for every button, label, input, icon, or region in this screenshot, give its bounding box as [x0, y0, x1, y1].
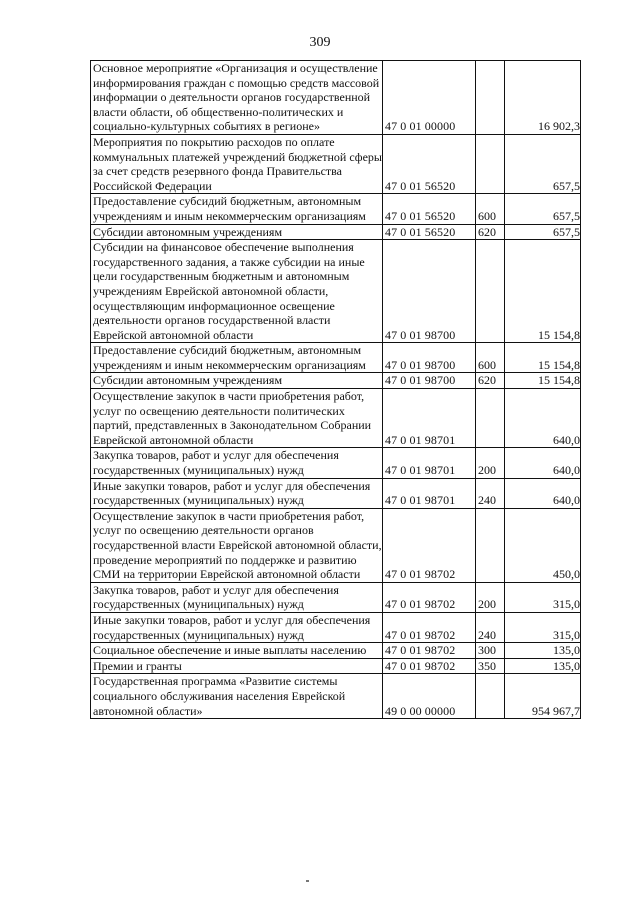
row-sum: 315,0: [505, 582, 581, 612]
table-row: [91, 674, 581, 719]
budget-table: [90, 60, 581, 719]
row-name: Предоставление субсидий бюджетным, автономным учреждениям и иным некоммерческим организациям: [91, 343, 383, 373]
row-expense-type: 300: [476, 643, 505, 659]
table-row: [91, 134, 581, 193]
row-sum: 954 967,7: [505, 674, 581, 719]
table-row: [91, 582, 581, 612]
row-code: 47 0 01 98702: [383, 582, 476, 612]
row-name: Государственная программа «Развитие системы социального обслуживания населения Еврейской автономной области»: [91, 674, 383, 719]
row-expense-type: [476, 240, 505, 343]
table-row: [91, 61, 581, 135]
row-expense-type: 620: [476, 373, 505, 389]
row-code: 47 0 01 98702: [383, 508, 476, 582]
row-sum: 657,5: [505, 224, 581, 240]
row-sum: 135,0: [505, 658, 581, 674]
row-code: 49 0 00 00000: [383, 674, 476, 719]
row-name: Социальное обеспечение и иные выплаты населению: [91, 643, 383, 659]
page-number: 309: [309, 35, 331, 50]
row-sum: 657,5: [505, 194, 581, 224]
row-expense-type: 240: [476, 478, 505, 508]
scan-speck: [306, 880, 309, 882]
row-name: Осуществление закупок в части приобретения работ, услуг по освещению деятельности органов государственной власти Еврейской автономной области, проведение мероприятий по поддержке и развитию СМИ на территории Еврейской автономной области: [91, 508, 383, 582]
row-code: 47 0 01 98701: [383, 448, 476, 478]
row-sum: 15 154,8: [505, 343, 581, 373]
table-row: [91, 658, 581, 674]
row-expense-type: [476, 508, 505, 582]
row-name: Субсидии автономным учреждениям: [91, 373, 383, 389]
row-code: 47 0 01 56520: [383, 134, 476, 193]
row-code: 47 0 01 98702: [383, 643, 476, 659]
row-name: Премии и гранты: [91, 658, 383, 674]
row-expense-type: [476, 674, 505, 719]
row-expense-type: 620: [476, 224, 505, 240]
row-expense-type: 200: [476, 448, 505, 478]
row-code: 47 0 01 98700: [383, 373, 476, 389]
table-row: [91, 343, 581, 373]
row-sum: 640,0: [505, 478, 581, 508]
row-expense-type: 350: [476, 658, 505, 674]
row-code: 47 0 01 98701: [383, 389, 476, 448]
table-row: [91, 612, 581, 642]
table-row: [91, 478, 581, 508]
row-sum: 135,0: [505, 643, 581, 659]
table-row: [91, 194, 581, 224]
table-row: [91, 508, 581, 582]
row-name: Иные закупки товаров, работ и услуг для обеспечения государственных (муниципальных) нужд: [91, 612, 383, 642]
row-code: 47 0 01 56520: [383, 194, 476, 224]
row-name: Осуществление закупок в части приобретения работ, услуг по освещению деятельности политических партий, представленных в Законодательном Собрании Еврейской автономной области: [91, 389, 383, 448]
row-sum: 640,0: [505, 448, 581, 478]
row-sum: 657,5: [505, 134, 581, 193]
row-name: Закупка товаров, работ и услуг для обеспечения государственных (муниципальных) нужд: [91, 448, 383, 478]
budget-table-body: [91, 61, 581, 719]
row-sum: 640,0: [505, 389, 581, 448]
row-expense-type: [476, 61, 505, 135]
row-sum: 315,0: [505, 612, 581, 642]
row-expense-type: 600: [476, 343, 505, 373]
row-code: 47 0 01 98700: [383, 240, 476, 343]
table-row: [91, 389, 581, 448]
table-row: [91, 240, 581, 343]
row-expense-type: 200: [476, 582, 505, 612]
row-code: 47 0 01 98700: [383, 343, 476, 373]
row-code: 47 0 01 00000: [383, 61, 476, 135]
table-row: [91, 373, 581, 389]
row-code: 47 0 01 56520: [383, 224, 476, 240]
table-row: [91, 643, 581, 659]
row-code: 47 0 01 98702: [383, 612, 476, 642]
row-name: Закупка товаров, работ и услуг для обеспечения государственных (муниципальных) нужд: [91, 582, 383, 612]
row-sum: 450,0: [505, 508, 581, 582]
row-name: Субсидии на финансовое обеспечение выполнения государственного задания, а также субсидии на иные цели государственным бюджетным и автономным учреждениям Еврейской автономной области, осуществляющим информационное освещение деятельности органов государственной власти Еврейской автономной области: [91, 240, 383, 343]
table-row: [91, 448, 581, 478]
row-expense-type: [476, 389, 505, 448]
row-name: Основное мероприятие «Организация и осуществление информирования граждан с помощью средств массовой информации о деятельности органов государственной власти области, об общественно-политических и социально-культурных событиях в регионе»: [91, 61, 383, 135]
row-name: Субсидии автономным учреждениям: [91, 224, 383, 240]
row-code: 47 0 01 98702: [383, 658, 476, 674]
row-name: Предоставление субсидий бюджетным, автономным учреждениям и иным некоммерческим организациям: [91, 194, 383, 224]
row-name: Мероприятия по покрытию расходов по оплате коммунальных платежей учреждений бюджетной сферы за счет средств резервного фонда Правительства Российской Федерации: [91, 134, 383, 193]
row-code: 47 0 01 98701: [383, 478, 476, 508]
row-name: Иные закупки товаров, работ и услуг для обеспечения государственных (муниципальных) нужд: [91, 478, 383, 508]
table-row: [91, 224, 581, 240]
row-expense-type: 600: [476, 194, 505, 224]
row-sum: 15 154,8: [505, 373, 581, 389]
row-sum: 15 154,8: [505, 240, 581, 343]
row-expense-type: 240: [476, 612, 505, 642]
row-sum: 16 902,3: [505, 61, 581, 135]
row-expense-type: [476, 134, 505, 193]
